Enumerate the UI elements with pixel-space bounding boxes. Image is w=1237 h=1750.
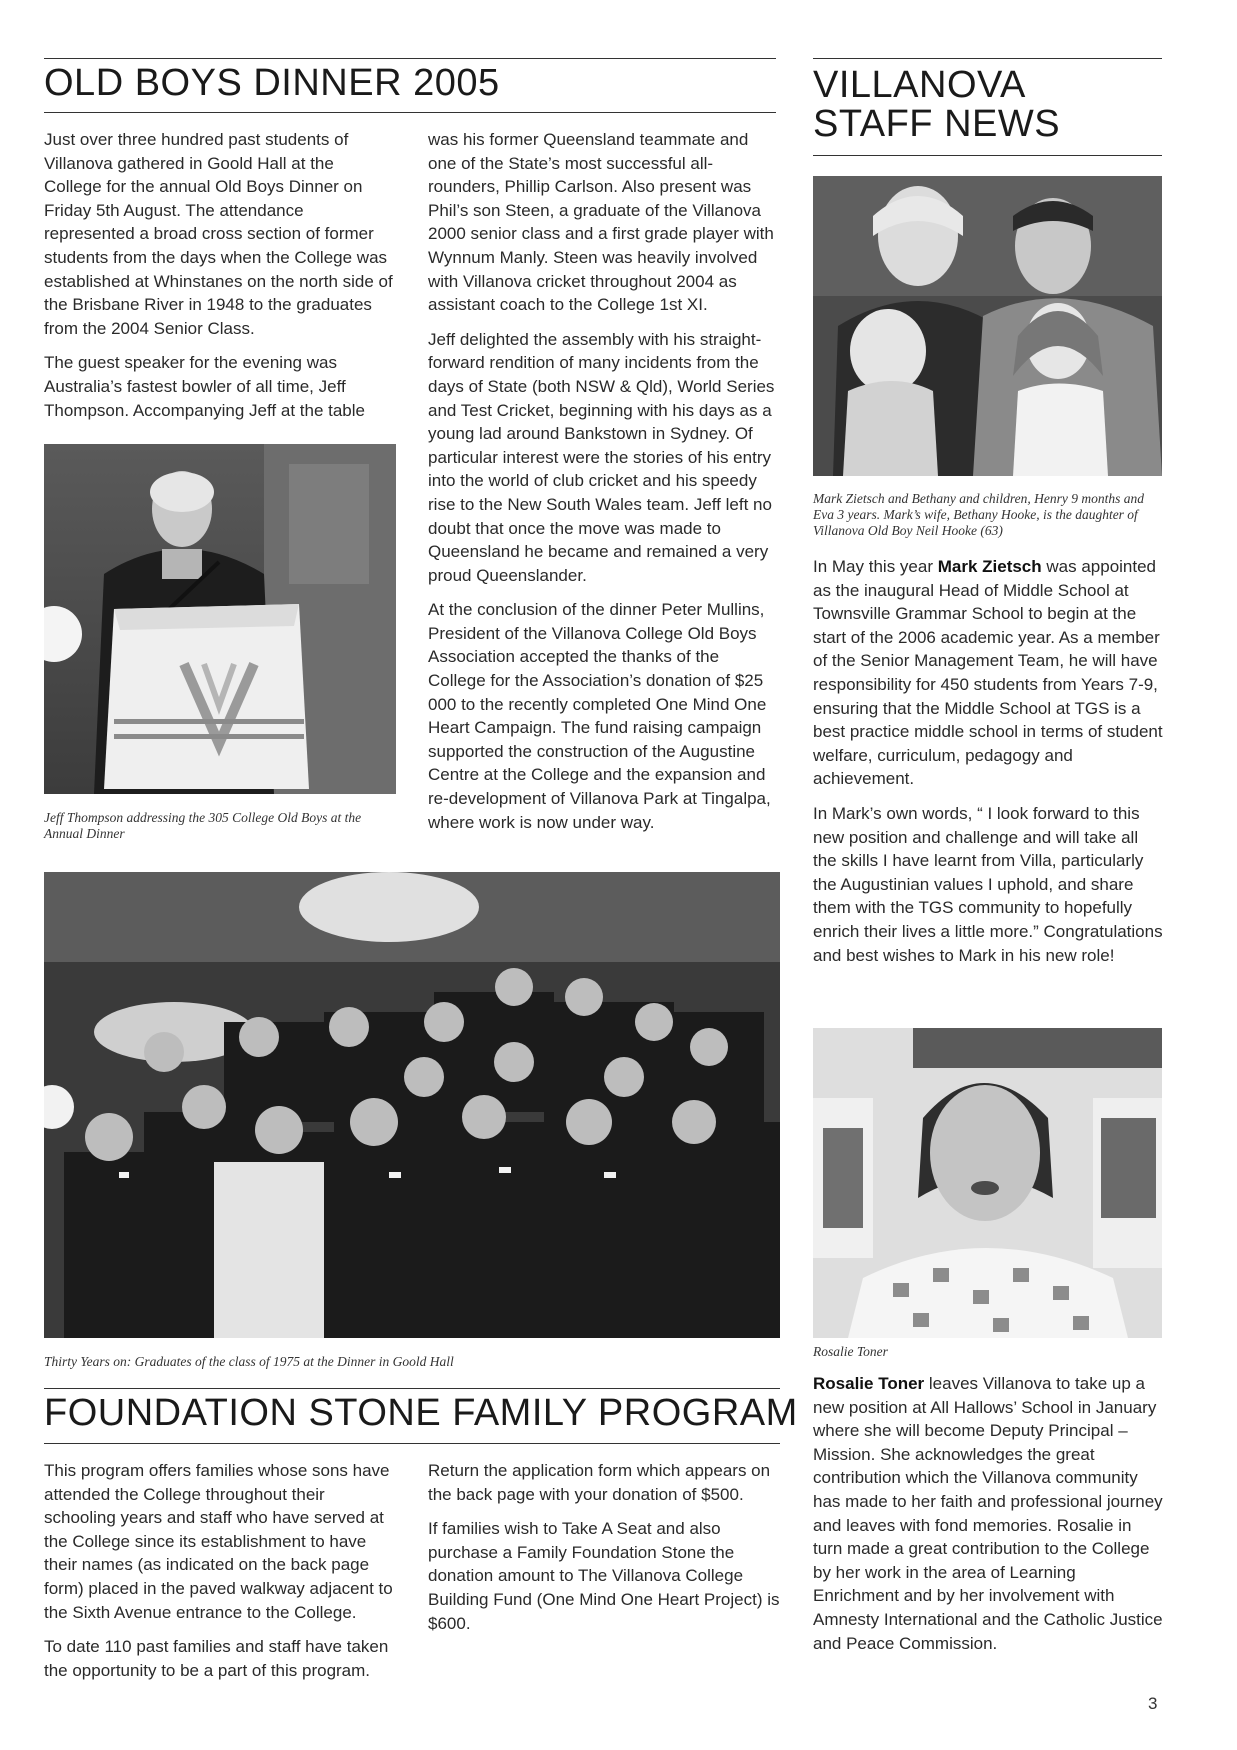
- staff-news-title-line-2: STAFF NEWS: [813, 102, 1061, 145]
- headline-rule-left: [44, 112, 776, 113]
- zietsch-family-photo: [813, 176, 1162, 476]
- paragraph: Return the application form which appears on the back page with your donation of $500.: [428, 1461, 771, 1504]
- foundation-column-1: [44, 1459, 396, 1693]
- staff-news-headline: [813, 66, 1060, 144]
- mark-zietsch-name: Mark Zietsch: [937, 557, 1042, 576]
- jeff-thompson-caption: Jeff Thompson addressing the 305 College Old Boys at the Annual Dinner: [44, 810, 362, 841]
- rosalie-toner-photo: [813, 1028, 1162, 1338]
- group-photo-caption: Thirty Years on: Graduates of the class of 1975 at the Dinner in Goold Hall: [44, 1354, 454, 1369]
- foundation-top-rule: [44, 1388, 780, 1389]
- paragraph: Jeff delighted the assembly with his straight-forward rendition of many incidents from the days of State (both NSW & Qld), World Series and Test Cricket, beginning with his days as a young lad around Bankstown in Sydney. Of particular interest were the stories of his entry into the world of club cricket and his speedy rise to the New South Wales team. Jeff left no doubt that once the move was made to Queensland he became and remained a very proud Queenslander.: [428, 329, 775, 585]
- paragraph: The guest speaker for the evening was Australia’s fastest bowler of all time, Jeff Thompson. Accompanying Jeff at the table: [44, 353, 365, 420]
- paragraph: In Mark’s own words, “ I look forward to this new position and challenge and will take all the skills I have learnt from Villa, particularly the Augustinian values I uphold, and share them with the TGS community to hopefully enrich their lives a little more.” Congratulations and best wishes to Mark in his new role!: [813, 803, 1163, 965]
- mark-zietsch-text: [813, 555, 1165, 978]
- paragraph: was his former Queensland teammate and one of the State’s most successful all-rounders, Phillip Carlson. Also present was Phil’s son Steen, a graduate of the Villanova 2000 senior class and a first grade player with Wynnum Manly. Steen was heavily involved with Villanova cricket throughout 2004 as assistant coach to the College 1st XI.: [428, 130, 774, 315]
- staff-news-title-line-1: VILLANOVA: [813, 64, 1026, 106]
- headline-rule-right: [813, 155, 1162, 156]
- top-rule-right: [813, 58, 1162, 59]
- old-boys-column-2: [428, 128, 780, 845]
- text-run: In May this year: [813, 557, 938, 576]
- paragraph: To date 110 past families and staff have taken the opportunity to be a part of this program.: [44, 1637, 389, 1680]
- foundation-column-2: [428, 1459, 780, 1646]
- foundation-headline-rule: [44, 1443, 780, 1444]
- rosalie-toner-name: Rosalie Toner: [813, 1374, 925, 1393]
- class-of-1975-group-photo: [44, 872, 780, 1338]
- paragraph: Just over three hundred past students of Villanova gathered in Goold Hall at the College for the annual Old Boys Dinner on Friday 5th August. The attendance represented a broad cross section of former students from the days when the College was established at Whinstanes on the north side of the Brisbane River in 1948 to the graduates from the 2004 Senior Class.: [44, 130, 393, 338]
- paragraph: [813, 555, 1165, 791]
- zietsch-family-caption: Mark Zietsch and Bethany and children, Henry 9 months and Eva 3 years. Mark’s wife, Bethany Hooke, is the daughter of Villanova Old Boy Neil Hooke (63): [813, 491, 1144, 538]
- paragraph: At the conclusion of the dinner Peter Mullins, President of the Villanova College Old Boys Association accepted the thanks of the College for the Association’s donation of $25 000 to the recently completed One Mind One Heart Campaign. The fund raising campaign supported the construction of the Augustine Centre at the College and the expansion and re-development of Villanova Park at Tingalpa, where work is now under way.: [428, 600, 771, 832]
- rosalie-toner-caption: Rosalie Toner: [813, 1344, 888, 1359]
- text-run: leaves Villanova to take up a new position at All Hallows’ School in January where she will become Deputy Principal – Mission. She acknowledges the great contribution which the Villanova community has made to her faith and professional journey and leaves with fond memories. Rosalie in turn made a great contribution to the College by her work in the area of Learning Enrichment and by her involvement with Amnesty International and the Catholic Justice and Peace Commission.: [813, 1374, 1163, 1653]
- text-run: was appointed as the inaugural Head of Middle School at Townsville Grammar School to begin at the start of the 2006 academic year. As a member of the Senior Management Team, he will have responsibility for 450 students from Years 7-9, ensuring that the Middle School at TGS is a best practice middle school in terms of student welfare, curriculum, pedagogy and achievement.: [813, 557, 1163, 789]
- page-number: 3: [1148, 1694, 1158, 1713]
- foundation-headline: FOUNDATION STONE FAMILY PROGRAM: [44, 1392, 798, 1434]
- jeff-thompson-photo: [44, 444, 396, 794]
- top-rule-left: [44, 58, 776, 59]
- rosalie-toner-text: [813, 1372, 1165, 1666]
- paragraph: This program offers families whose sons have attended the College throughout their schooling years and staff who have served at the College since its establishment to have their names (as indicated on the back page form) placed in the paved walkway adjacent to the Sixth Avenue entrance to the College.: [44, 1461, 393, 1622]
- paragraph: If families wish to Take A Seat and also purchase a Family Foundation Stone the donation amount to The Villanova College Building Fund (One Mind One Heart Project) is $600.: [428, 1519, 780, 1633]
- old-boys-column-1: [44, 128, 396, 433]
- paragraph: [813, 1372, 1165, 1655]
- old-boys-headline: OLD BOYS DINNER 2005: [44, 62, 500, 104]
